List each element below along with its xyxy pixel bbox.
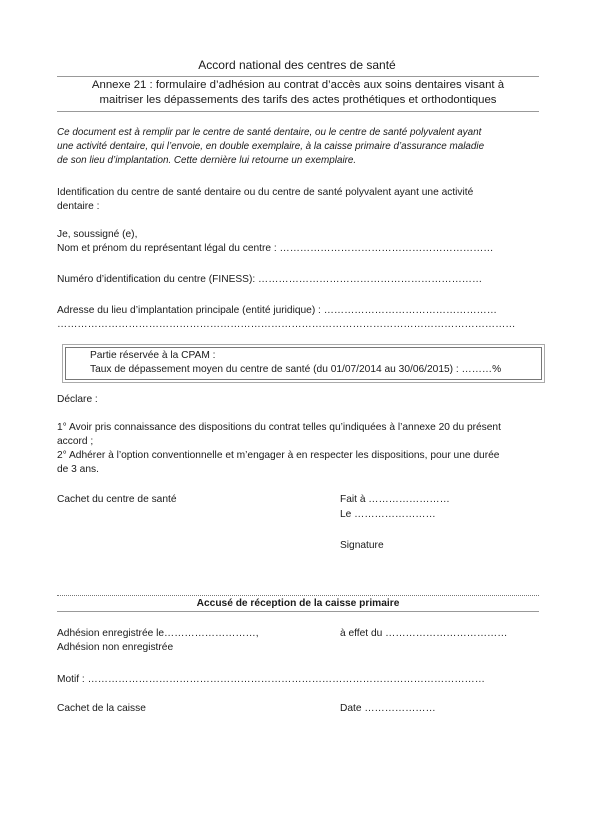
centre-stamp-label: Cachet du centre de santé [57,494,177,505]
declare-heading: Déclare : [57,394,98,405]
adhesion-registered-field[interactable]: Adhésion enregistrée le………………………, [57,628,259,639]
finess-number-field[interactable]: Numéro d’identification du centre (FINESS): ………………………………………………………… [57,274,483,285]
effect-date-field[interactable]: à effet du ……………………………… [340,628,508,639]
address-field-line2[interactable]: ……………………………………………………………………………………………………………………… [57,319,516,330]
fund-stamp-label: Cachet de la caisse [57,703,146,714]
annex-divider [57,111,539,112]
intro-text-line3: de son lieu d’implantation. Cette dernière lui retourne un exemplaire. [57,155,357,166]
receipt-top-divider [57,595,539,596]
representative-name-field[interactable]: Nom et prénom du représentant légal du centre : ……………………………………………………… [57,243,494,254]
document-title: Accord national des centres de santé [198,58,396,72]
signature-label: Signature [340,540,384,551]
title-divider [57,76,539,77]
declaration-item1-line1: 1° Avoir pris connaissance des dispositions du contrat telles qu’indiquées à l’annexe 20 du présent [57,422,501,433]
declaration-item2-line1: 2° Adhérer à l’option conventionnelle et m’engager à en respecter les dispositions, pour une durée [57,450,500,461]
declaration-item1-line2: accord ; [57,436,94,447]
intro-text-line1: Ce document est à remplir par le centre de santé dentaire, ou le centre de santé polyvalent ayant [57,127,482,138]
motif-field[interactable]: Motif : ……………………………………………………………………………………………………… [57,674,485,685]
declaration-item2-line2: de 3 ans. [57,464,99,475]
cpam-rate-field: Taux de dépassement moyen du centre de santé (du 01/07/2014 au 30/06/2015) : ………% [90,364,502,375]
adhesion-not-registered-label: Adhésion non enregistrée [57,642,174,653]
intro-text-line2: une activité dentaire, qui l’envoie, en double exemplaire, à la caisse primaire d’assurance maladie [57,141,485,152]
receipt-divider [57,611,539,612]
identification-line1: Identification du centre de santé dentaire ou du centre de santé polyvalent ayant une activité [57,187,474,198]
date-field[interactable]: Le …………………… [340,509,436,520]
undersigned-label: Je, soussigné (e), [57,229,138,240]
place-field[interactable]: Fait à …………………… [340,494,450,505]
address-field-line1[interactable]: Adresse du lieu d’implantation principale (entité juridique) : …………………………………………… [57,305,497,316]
receipt-title: Accusé de réception de la caisse primaire [196,598,400,609]
cpam-reserved-label: Partie réservée à la CPAM : [90,350,216,361]
annex-title-line1: Annexe 21 : formulaire d’adhésion au contrat d’accès aux soins dentaires visant à [91,79,505,91]
receipt-date-field[interactable]: Date ………………… [340,703,436,714]
identification-line2: dentaire : [57,201,100,212]
annex-title-line2: maitriser les dépassements des tarifs des actes prothétiques et orthodontiques [99,94,497,106]
